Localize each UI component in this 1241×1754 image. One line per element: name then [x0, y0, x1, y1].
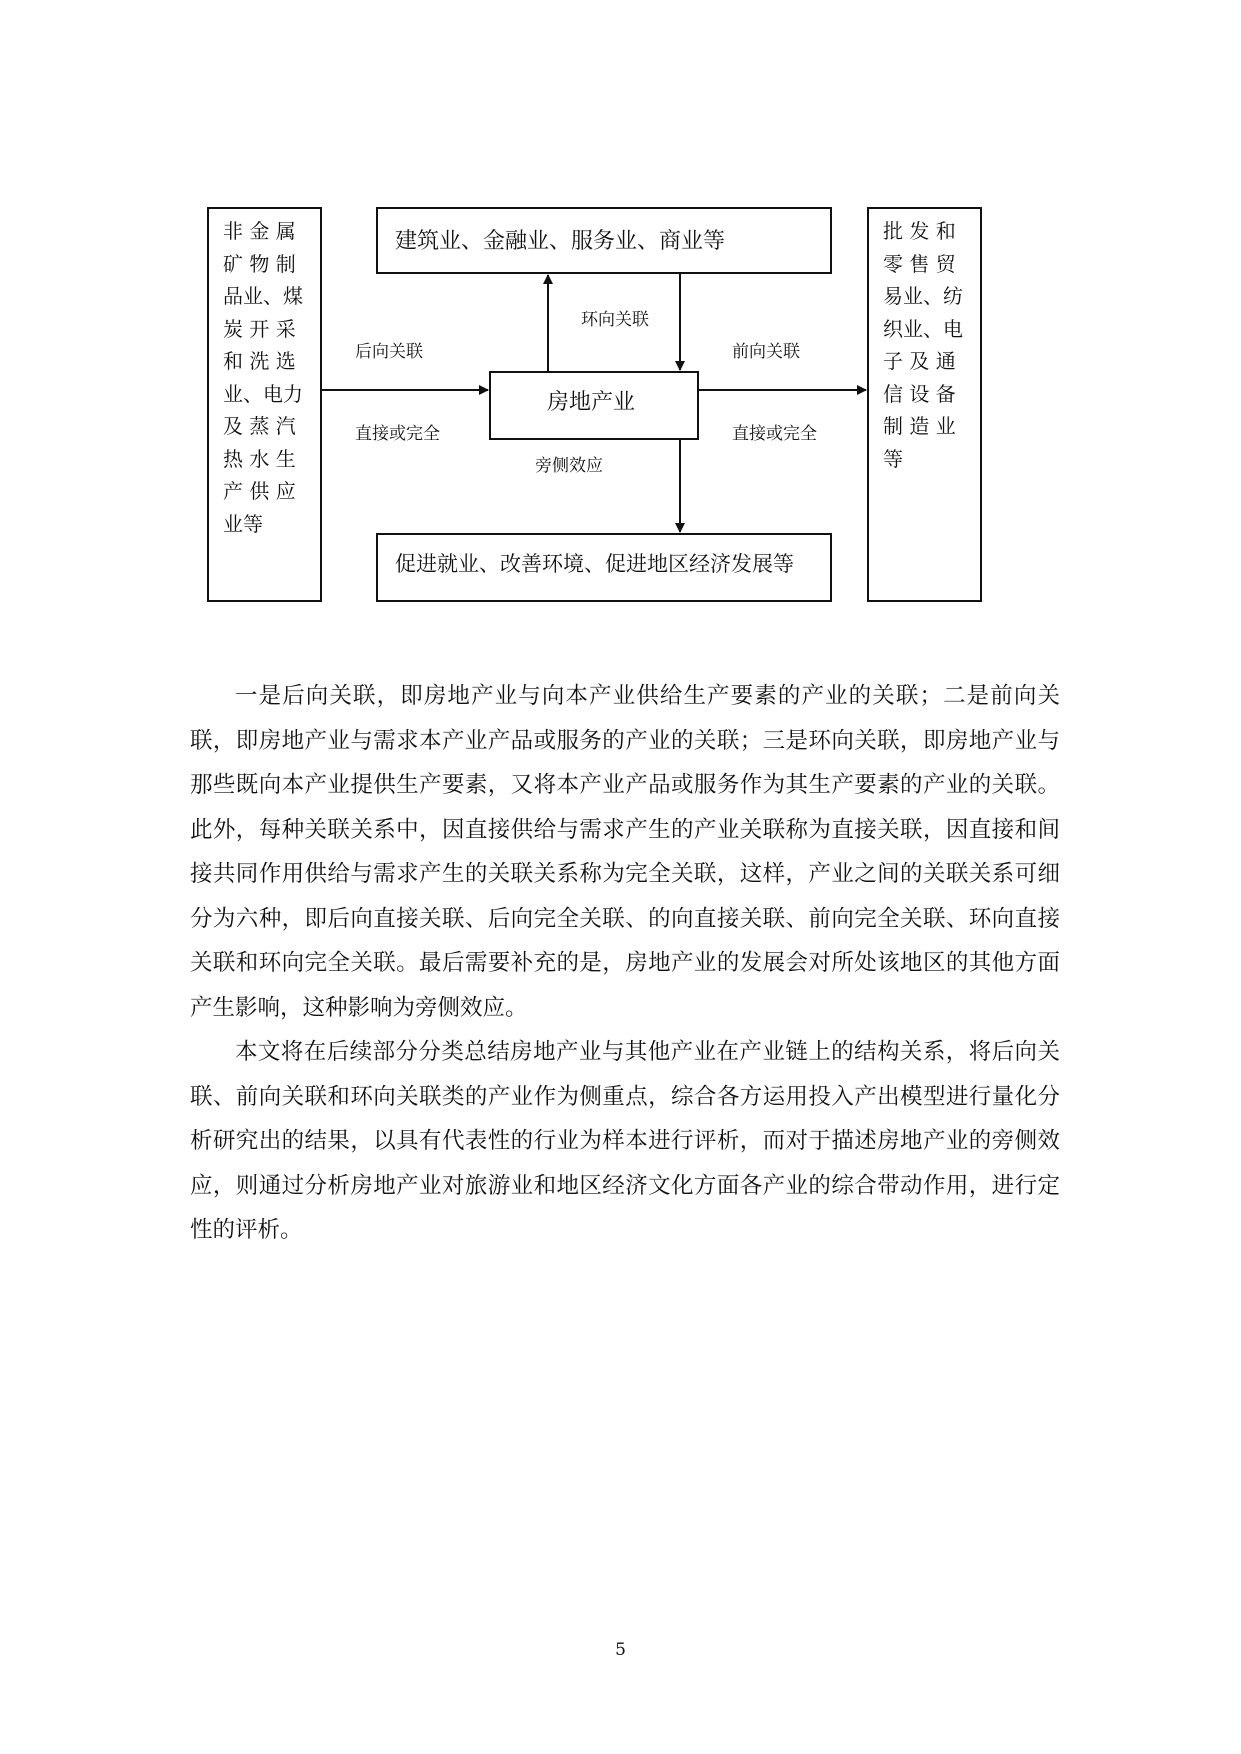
- left-box-line: 及 蒸 汽: [223, 414, 296, 438]
- ring-label: 环向关联: [581, 310, 649, 330]
- right-box-line: 织业、电: [883, 316, 963, 341]
- left-box-line: 炭 开 采: [223, 316, 296, 341]
- backward-sub-label: 直接或完全: [355, 424, 440, 444]
- backward-label: 后向关联: [355, 342, 423, 362]
- left-box-line: 产 供 应: [223, 479, 296, 503]
- right-box-line: 制 造 业: [883, 414, 956, 438]
- top-industry-box: [376, 207, 832, 274]
- right-box-line: 信 设 备: [883, 381, 956, 406]
- paragraph-1: 一是后向关联，即房地产业与向本产业供给生产要素的产业的关联；二是前向关联，即房地产业与需求本产业产品或服务的产业的关联；三是环向关联，即房地产业与那些既向本产业提供生产要素，又将本产业产品或服务作为其生产要素的产业的关联。此外，每种关联关系中，因直接供给与需求产生的产业关联称为直接关联，因直接和间接共同作用供给与需求产生的关联关系称为完全关联，这样，产业之间的关联关系可细分为六种，即后向直接关联、后向完全关联、的向直接关联、前向完全关联、环向直接关联和环向完全关联。最后需要补充的是，房地产业的发展会对所处该地区的其他方面产生影响，这种影响为旁侧效应。: [190, 683, 1060, 1021]
- top-box-text: 建筑业、金融业、服务业、商业等: [395, 229, 726, 254]
- center-box-text: 房地产业: [547, 390, 636, 415]
- right-box-line: 等: [883, 446, 903, 471]
- left-box-line: 矿 物 制: [223, 251, 296, 276]
- left-box-line: 业等: [223, 511, 263, 536]
- side-effect-label: 旁侧效应: [535, 456, 603, 476]
- bottom-box-text: 促进就业、改善环境、促进地区经济发展等: [395, 552, 794, 576]
- body-text: [190, 674, 1060, 1253]
- right-box-line: 易业、纺: [883, 284, 963, 308]
- side-effect-box: [376, 533, 832, 602]
- left-box-line: 和 洗 选: [223, 349, 296, 373]
- real-estate-box: [489, 371, 699, 440]
- left-box-line: 业、电力: [223, 381, 303, 406]
- right-box-line: 批 发 和: [883, 219, 956, 243]
- paragraph-2: 本文将在后续部分分类总结房地产业与其他产业在产业链上的结构关系，将后向关联、前向关联和环向关联类的产业作为侧重点，综合各方运用投入产出模型进行量化分析研究出的结果，以具有代表性的行业为样本进行评析，而对于描述房地产业的旁侧效应，则通过分析房地产业对旅游业和地区经济文化方面各产业的综合带动作用，进行定性的评析。: [190, 1039, 1060, 1243]
- left-box-line: 非 金 属: [223, 219, 296, 243]
- right-box-line: 零 售 贸: [883, 251, 956, 276]
- forward-sub-label: 直接或完全: [732, 424, 817, 444]
- left-box-line: 热 水 生: [223, 446, 296, 471]
- left-box-line: 品业、煤: [223, 284, 303, 308]
- forward-label: 前向关联: [732, 342, 800, 362]
- page-number: 5: [615, 1640, 626, 1660]
- left-industry-box: [207, 207, 322, 602]
- right-industry-box: [867, 207, 982, 602]
- right-box-line: 子 及 通: [883, 349, 956, 373]
